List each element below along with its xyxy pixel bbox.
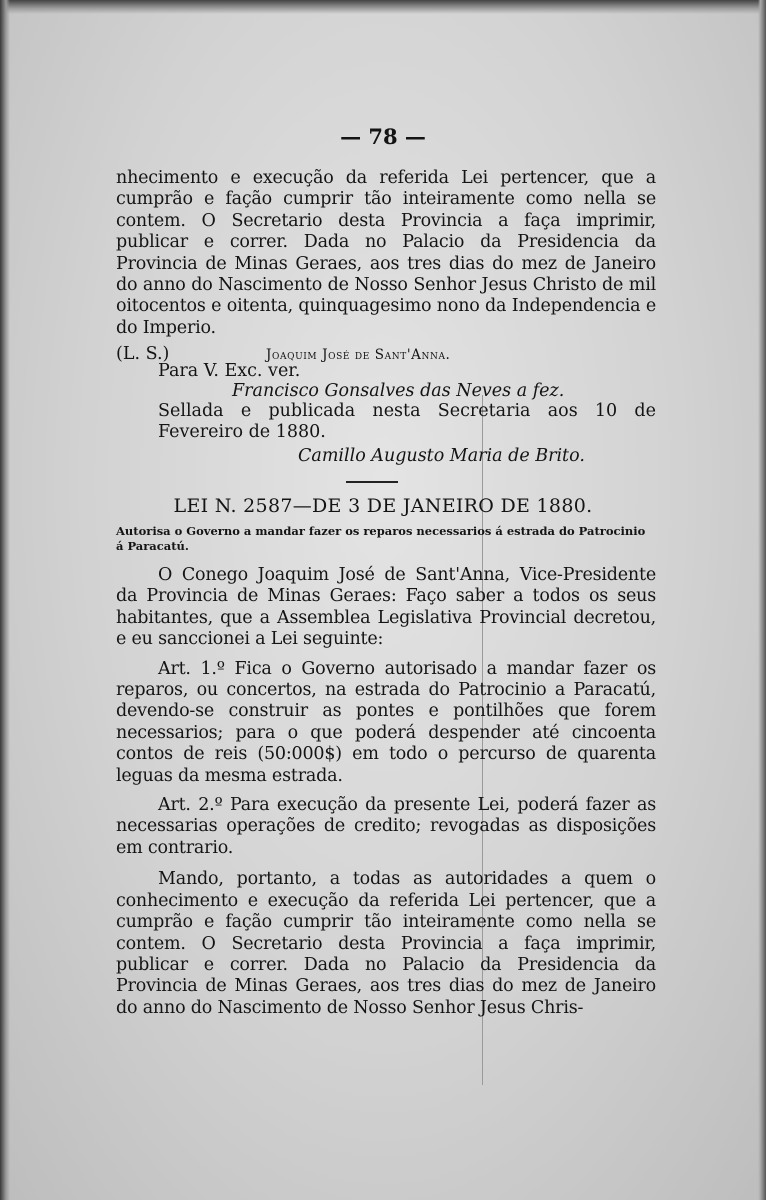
law-summary	[116, 524, 656, 554]
law-title: LEI N. 2587—DE 3 DE JANEIRO DE 1880.	[173, 495, 593, 517]
scribe-line: Francisco Gonsalves das Neves a fez.	[232, 381, 565, 401]
section-divider	[346, 481, 398, 483]
article-2: Art. 2.º Para execução da presente Lei, poderá fazer as necessarias operações de credito; revogadas as disposições em contrario.	[116, 795, 656, 858]
law-summary-rest: a mandar fazer os reparos necessarios á estrada do Patrocinio á Paracatú.	[116, 524, 646, 553]
para-exc-line: Para V. Exc. ver.	[158, 361, 301, 381]
closing-paragraph: Mando, portanto, a todas as autoridades a quem o conhecimento e execução da referida Lei pertencer, que a cumprão e fação cumprir tão inteiramente como nella se contem. O Secretario desta Provincia a faça imprimir, publicar e correr. Dada no Palacio da Presidencia da Provincia de Minas Geraes, aos tres dias do mez de Janeiro do anno do Nascimento de Nosso Senhor Jesus Chris-	[116, 869, 656, 1018]
secretary-signature: Camillo Augusto Maria de Brito.	[298, 446, 585, 466]
publication-note-text: Sellada e publicada nesta Secretaria aos 10 de Fevereiro de 1880.	[158, 401, 656, 443]
page-edge-right	[758, 0, 766, 1200]
seal-mark: (L. S.)	[116, 344, 170, 364]
preamble-paragraph: O Conego Joaquim José de Sant'Anna, Vice-Presidente da Provincia de Minas Geraes: Faço saber a todos os seus habitantes, que a Assemblea Legislativa Provincial decretou, e eu sanccionei a Lei seguinte:	[116, 565, 656, 650]
page-edge-top	[0, 0, 766, 14]
page-edge-left	[0, 0, 10, 1200]
law-summary-lead: Autorisa o Governo	[116, 524, 240, 538]
continued-paragraph: nhecimento e execução da referida Lei pertencer, que a cumprão e fação cumprir tão inteiramente como nella se contem. O Secretario desta Provincia a faça imprimir, publicar e correr. Dada no Palacio da Presidencia da Provincia de Minas Geraes, aos tres dias do mez de Janeiro do anno do Nascimento de Nosso Senhor Jesus Christo de mil oitocentos e oitenta, quinquagesimo nono da Independencia e do Imperio.	[116, 168, 656, 338]
publication-note	[116, 401, 656, 444]
law-body	[116, 565, 656, 1019]
page-number: — 78 —	[340, 124, 426, 149]
signatory-name: Joaquim José de Sant'Anna.	[266, 347, 451, 363]
article-1: Art. 1.º Fica o Governo autorisado a mandar fazer os reparos, ou concertos, na estrada do Patrocinio a Paracatú, devendo-se construir as pontes e pontilhões que forem necessarios; para o que poderá despender até cincoenta contos de reis (50:000$) em todo o percurso de quarenta leguas da mesma estrada.	[116, 658, 656, 786]
